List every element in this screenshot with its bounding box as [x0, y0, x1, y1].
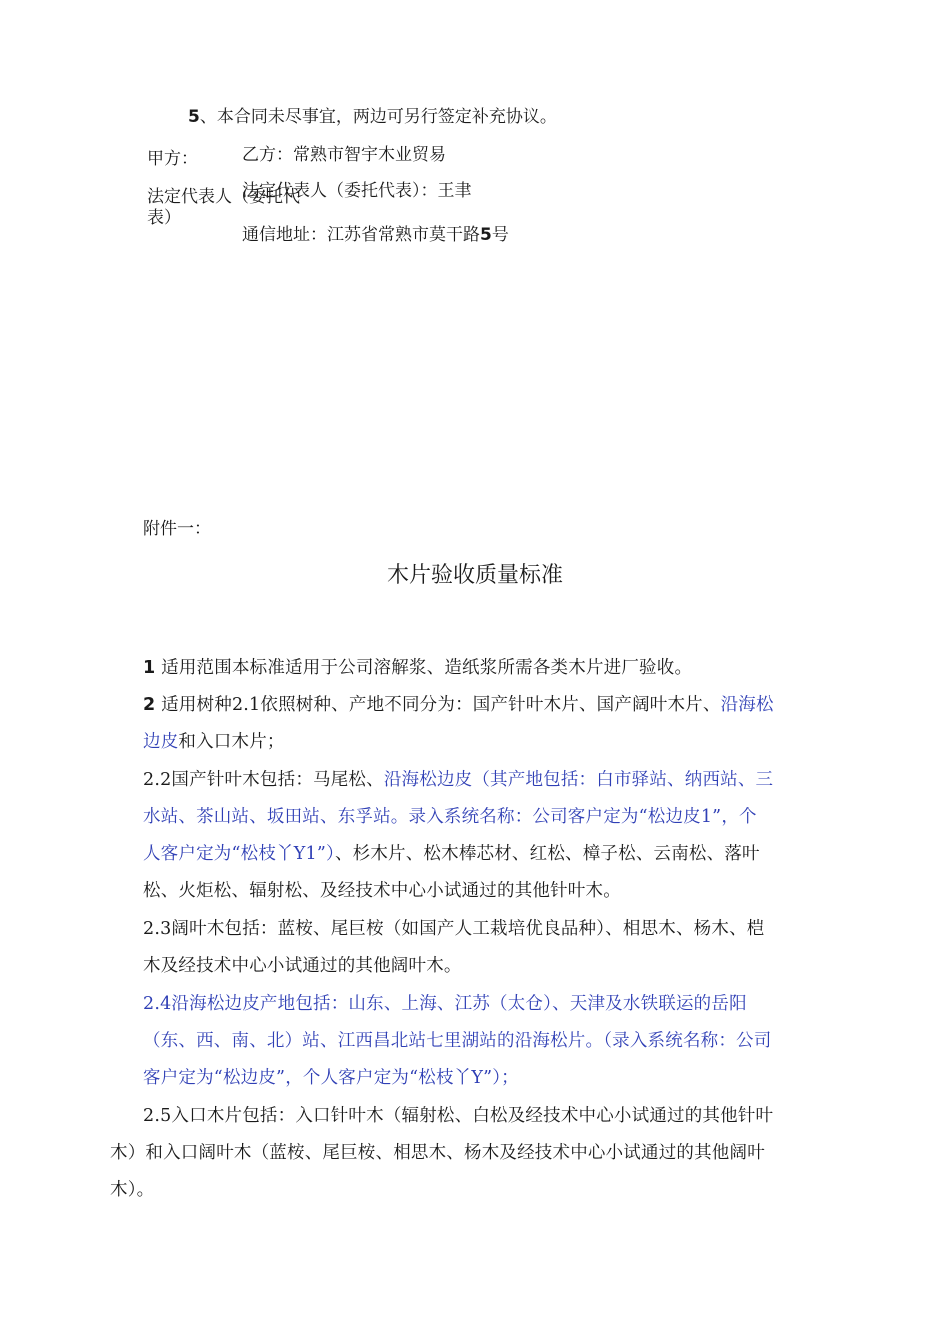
section-2-line-2 — [143, 728, 285, 753]
party-a-label: 甲方： — [147, 149, 198, 169]
appendix-title: 木片验收质量标准 — [386, 563, 563, 588]
section-2-4-line-1: 2.4沿海松边皮产地包括：山东、上海、江苏（太仓）、天津及水铁联运的岳阳 — [143, 994, 747, 1014]
section-2-5-line-3: 木）。 — [110, 1180, 155, 1200]
section-2-2-line-1 — [143, 766, 773, 791]
clause-text: 、本合同未尽事宜，两边可另行签定补充协议。 — [199, 107, 557, 127]
section-number: 2 — [143, 695, 156, 715]
party-b-label: 乙方：常熟市智宇木业贸易 — [242, 145, 446, 165]
clause-5 — [188, 106, 557, 128]
section-2-2-line-2: 水站、茶山站、坂田站、东孚站。录入系统名称：公司客户定为“松边皮1”，个 — [143, 807, 757, 827]
party-a-rep-label: 法定代表人（委托代 — [147, 187, 300, 207]
section-2-3-line-2: 木及经技术中心小试通过的其他阔叶木。 — [143, 956, 462, 976]
address-prefix: 通信地址：江苏省常熟市莫干路 — [242, 225, 480, 245]
section-2-line-1 — [143, 691, 774, 716]
party-a-rep-label-wrap: 表） — [147, 208, 181, 228]
party-b-address — [242, 224, 509, 246]
section-text: 适用范围本标准适用于公司溶解浆、造纸浆所需各类木片进厂验收。 — [161, 658, 693, 678]
party-b-rep: 法定代表人（委托代表）：王聿 — [242, 181, 472, 201]
address-number: 5 — [480, 225, 492, 245]
section-2-5-line-1: 2.5入口木片包括：入口针叶木（辐射松、白松及经技术中心小试通过的其他针叶 — [143, 1106, 774, 1126]
address-suffix: 号 — [491, 225, 509, 245]
section-2-4-line-2: （东、西、南、北）站、江西昌北站七里湖站的沿海松片。（录入系统名称：公司 — [143, 1031, 772, 1051]
section-2-4-line-3: 客户定为“松边皮”，个人客户定为“松枝丫Y”）； — [143, 1068, 519, 1088]
highlight-text: 沿海松 — [720, 695, 774, 715]
section-2-2-line-3 — [143, 840, 760, 865]
highlight-text: 边皮 — [143, 732, 179, 752]
section-text: 和入口木片； — [178, 732, 285, 752]
section-text: 2.2国产针叶木包括：马尾松、 — [143, 770, 384, 790]
appendix-label: 附件一： — [143, 519, 211, 539]
highlight-text: 沿海松边皮（其产地包括：白市驿站、纳西站、三 — [383, 770, 774, 790]
section-text: 、杉木片、松木棒芯材、红松、樟子松、云南松、落叶 — [334, 844, 760, 864]
highlight-text: 人客户定为“松枝丫Y1”） — [143, 844, 335, 864]
section-2-2-line-4: 松、火炬松、辐射松、及经技术中心小试通过的其他针叶木。 — [143, 881, 621, 901]
clause-number: 5 — [188, 107, 200, 127]
section-number: 1 — [143, 658, 156, 678]
section-2-3-line-1: 2.3阔叶木包括：蓝桉、尾巨桉（如国产人工栽培优良品种）、相思木、杨木、桤 — [143, 919, 765, 939]
section-1 — [143, 654, 692, 679]
section-2-5-line-2: 木）和入口阔叶木（蓝桉、尾巨桉、相思木、杨木及经技术中心小试通过的其他阔叶 — [110, 1143, 765, 1163]
section-text: 适用树种2.1依照树种、产地不同分为：国产针叶木片、国产阔叶木片、 — [161, 695, 721, 715]
